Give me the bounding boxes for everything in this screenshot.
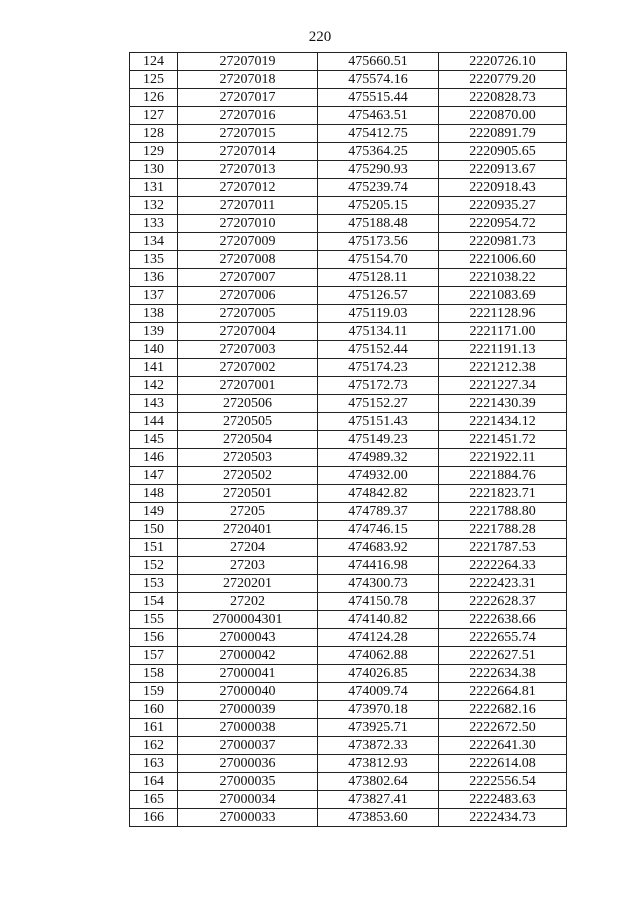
table-row: [130, 557, 567, 575]
x-coordinate-cell: 473970.18: [318, 701, 439, 719]
y-coordinate-cell: 2220870.00: [439, 107, 567, 125]
table-row: [130, 773, 567, 791]
point-id-cell: 27000043: [178, 629, 318, 647]
x-coordinate-cell: 474416.98: [318, 557, 439, 575]
row-number-cell: 159: [130, 683, 178, 701]
y-coordinate-cell: 2222672.50: [439, 719, 567, 737]
y-coordinate-cell: 2222627.51: [439, 647, 567, 665]
point-id-cell: 27202: [178, 593, 318, 611]
point-id-cell: 2720502: [178, 467, 318, 485]
table-row: [130, 647, 567, 665]
y-coordinate-cell: 2220918.43: [439, 179, 567, 197]
row-number-cell: 156: [130, 629, 178, 647]
x-coordinate-cell: 475151.43: [318, 413, 439, 431]
y-coordinate-cell: 2220935.27: [439, 197, 567, 215]
table-row: [130, 323, 567, 341]
point-id-cell: 27000042: [178, 647, 318, 665]
row-number-cell: 153: [130, 575, 178, 593]
table-row: [130, 719, 567, 737]
point-id-cell: 2720401: [178, 521, 318, 539]
point-id-cell: 27000033: [178, 809, 318, 827]
point-id-cell: 27000038: [178, 719, 318, 737]
x-coordinate-cell: 475149.23: [318, 431, 439, 449]
y-coordinate-cell: 2221212.38: [439, 359, 567, 377]
point-id-cell: 2720503: [178, 449, 318, 467]
x-coordinate-cell: 474009.74: [318, 683, 439, 701]
row-number-cell: 163: [130, 755, 178, 773]
y-coordinate-cell: 2221083.69: [439, 287, 567, 305]
y-coordinate-cell: 2221038.22: [439, 269, 567, 287]
row-number-cell: 165: [130, 791, 178, 809]
table-row: [130, 431, 567, 449]
x-coordinate-cell: 475188.48: [318, 215, 439, 233]
table-row: [130, 269, 567, 287]
table-row: [130, 197, 567, 215]
point-id-cell: 27207005: [178, 305, 318, 323]
y-coordinate-cell: 2220828.73: [439, 89, 567, 107]
y-coordinate-cell: 2221430.39: [439, 395, 567, 413]
x-coordinate-cell: 475172.73: [318, 377, 439, 395]
table-row: [130, 107, 567, 125]
x-coordinate-cell: 475134.11: [318, 323, 439, 341]
row-number-cell: 127: [130, 107, 178, 125]
table-row: [130, 305, 567, 323]
y-coordinate-cell: 2220913.67: [439, 161, 567, 179]
table-row: [130, 125, 567, 143]
row-number-cell: 144: [130, 413, 178, 431]
table-row: [130, 539, 567, 557]
x-coordinate-cell: 475126.57: [318, 287, 439, 305]
point-id-cell: 27207001: [178, 377, 318, 395]
row-number-cell: 154: [130, 593, 178, 611]
point-id-cell: 27207017: [178, 89, 318, 107]
table-row: [130, 233, 567, 251]
x-coordinate-cell: 475173.56: [318, 233, 439, 251]
table-row: [130, 161, 567, 179]
table-row: [130, 503, 567, 521]
table-row: [130, 377, 567, 395]
row-number-cell: 135: [130, 251, 178, 269]
table-row: [130, 179, 567, 197]
row-number-cell: 130: [130, 161, 178, 179]
row-number-cell: 162: [130, 737, 178, 755]
row-number-cell: 131: [130, 179, 178, 197]
row-number-cell: 152: [130, 557, 178, 575]
point-id-cell: 27000039: [178, 701, 318, 719]
table-row: [130, 413, 567, 431]
table-row: [130, 449, 567, 467]
point-id-cell: 2720506: [178, 395, 318, 413]
point-id-cell: 27207002: [178, 359, 318, 377]
y-coordinate-cell: 2221451.72: [439, 431, 567, 449]
row-number-cell: 160: [130, 701, 178, 719]
x-coordinate-cell: 475463.51: [318, 107, 439, 125]
table-row: [130, 341, 567, 359]
row-number-cell: 161: [130, 719, 178, 737]
coordinates-table-body: [130, 53, 567, 827]
x-coordinate-cell: 475205.15: [318, 197, 439, 215]
row-number-cell: 166: [130, 809, 178, 827]
row-number-cell: 157: [130, 647, 178, 665]
page-number: 220: [308, 29, 332, 45]
row-number-cell: 143: [130, 395, 178, 413]
y-coordinate-cell: 2221823.71: [439, 485, 567, 503]
x-coordinate-cell: 475364.25: [318, 143, 439, 161]
table-row: [130, 809, 567, 827]
row-number-cell: 149: [130, 503, 178, 521]
row-number-cell: 164: [130, 773, 178, 791]
table-row: [130, 395, 567, 413]
point-id-cell: 27207016: [178, 107, 318, 125]
row-number-cell: 140: [130, 341, 178, 359]
x-coordinate-cell: 475660.51: [318, 53, 439, 71]
row-number-cell: 134: [130, 233, 178, 251]
point-id-cell: 27207019: [178, 53, 318, 71]
point-id-cell: 2700004301: [178, 611, 318, 629]
row-number-cell: 126: [130, 89, 178, 107]
point-id-cell: 27000040: [178, 683, 318, 701]
row-number-cell: 148: [130, 485, 178, 503]
y-coordinate-cell: 2222556.54: [439, 773, 567, 791]
x-coordinate-cell: 475515.44: [318, 89, 439, 107]
y-coordinate-cell: 2221884.76: [439, 467, 567, 485]
point-id-cell: 27000035: [178, 773, 318, 791]
row-number-cell: 137: [130, 287, 178, 305]
x-coordinate-cell: 475154.70: [318, 251, 439, 269]
y-coordinate-cell: 2220726.10: [439, 53, 567, 71]
table-row: [130, 251, 567, 269]
x-coordinate-cell: 473812.93: [318, 755, 439, 773]
point-id-cell: 27207011: [178, 197, 318, 215]
y-coordinate-cell: 2221788.80: [439, 503, 567, 521]
point-id-cell: 27207009: [178, 233, 318, 251]
point-id-cell: 27000036: [178, 755, 318, 773]
table-row: [130, 359, 567, 377]
table-row: [130, 467, 567, 485]
y-coordinate-cell: 2221171.00: [439, 323, 567, 341]
table-row: [130, 611, 567, 629]
point-id-cell: 27207008: [178, 251, 318, 269]
table-row: [130, 791, 567, 809]
table-row: [130, 521, 567, 539]
row-number-cell: 132: [130, 197, 178, 215]
y-coordinate-cell: 2220891.79: [439, 125, 567, 143]
x-coordinate-cell: 475152.44: [318, 341, 439, 359]
y-coordinate-cell: 2220905.65: [439, 143, 567, 161]
x-coordinate-cell: 473925.71: [318, 719, 439, 737]
x-coordinate-cell: 473853.60: [318, 809, 439, 827]
row-number-cell: 147: [130, 467, 178, 485]
y-coordinate-cell: 2220779.20: [439, 71, 567, 89]
table-row: [130, 755, 567, 773]
point-id-cell: 27207010: [178, 215, 318, 233]
row-number-cell: 124: [130, 53, 178, 71]
y-coordinate-cell: 2222628.37: [439, 593, 567, 611]
y-coordinate-cell: 2221434.12: [439, 413, 567, 431]
x-coordinate-cell: 475152.27: [318, 395, 439, 413]
row-number-cell: 136: [130, 269, 178, 287]
row-number-cell: 145: [130, 431, 178, 449]
x-coordinate-cell: 474062.88: [318, 647, 439, 665]
y-coordinate-cell: 2222664.81: [439, 683, 567, 701]
point-id-cell: 27207004: [178, 323, 318, 341]
x-coordinate-cell: 474124.28: [318, 629, 439, 647]
y-coordinate-cell: 2222614.08: [439, 755, 567, 773]
table-row: [130, 629, 567, 647]
row-number-cell: 129: [130, 143, 178, 161]
point-id-cell: 27207013: [178, 161, 318, 179]
table-row: [130, 71, 567, 89]
row-number-cell: 142: [130, 377, 178, 395]
point-id-cell: 27207012: [178, 179, 318, 197]
y-coordinate-cell: 2221922.11: [439, 449, 567, 467]
y-coordinate-cell: 2222423.31: [439, 575, 567, 593]
y-coordinate-cell: 2220981.73: [439, 233, 567, 251]
point-id-cell: 27207007: [178, 269, 318, 287]
point-id-cell: 27207014: [178, 143, 318, 161]
x-coordinate-cell: 475239.74: [318, 179, 439, 197]
x-coordinate-cell: 474932.00: [318, 467, 439, 485]
y-coordinate-cell: 2222434.73: [439, 809, 567, 827]
y-coordinate-cell: 2221191.13: [439, 341, 567, 359]
row-number-cell: 150: [130, 521, 178, 539]
row-number-cell: 158: [130, 665, 178, 683]
x-coordinate-cell: 473872.33: [318, 737, 439, 755]
row-number-cell: 138: [130, 305, 178, 323]
y-coordinate-cell: 2221788.28: [439, 521, 567, 539]
row-number-cell: 139: [130, 323, 178, 341]
y-coordinate-cell: 2221128.96: [439, 305, 567, 323]
x-coordinate-cell: 474842.82: [318, 485, 439, 503]
point-id-cell: 27207003: [178, 341, 318, 359]
y-coordinate-cell: 2222483.63: [439, 791, 567, 809]
point-id-cell: 27000041: [178, 665, 318, 683]
table-row: [130, 683, 567, 701]
point-id-cell: 27000037: [178, 737, 318, 755]
x-coordinate-cell: 475128.11: [318, 269, 439, 287]
table-row: [130, 575, 567, 593]
table-row: [130, 89, 567, 107]
point-id-cell: 27207015: [178, 125, 318, 143]
table-row: [130, 593, 567, 611]
x-coordinate-cell: 474746.15: [318, 521, 439, 539]
row-number-cell: 151: [130, 539, 178, 557]
table-row: [130, 287, 567, 305]
y-coordinate-cell: 2222638.66: [439, 611, 567, 629]
point-id-cell: 27205: [178, 503, 318, 521]
point-id-cell: 2720504: [178, 431, 318, 449]
y-coordinate-cell: 2222655.74: [439, 629, 567, 647]
x-coordinate-cell: 474989.32: [318, 449, 439, 467]
x-coordinate-cell: 475290.93: [318, 161, 439, 179]
x-coordinate-cell: 474026.85: [318, 665, 439, 683]
y-coordinate-cell: 2222264.33: [439, 557, 567, 575]
point-id-cell: 27204: [178, 539, 318, 557]
x-coordinate-cell: 473802.64: [318, 773, 439, 791]
row-number-cell: 146: [130, 449, 178, 467]
point-id-cell: 2720501: [178, 485, 318, 503]
x-coordinate-cell: 475412.75: [318, 125, 439, 143]
y-coordinate-cell: 2220954.72: [439, 215, 567, 233]
x-coordinate-cell: 475174.23: [318, 359, 439, 377]
point-id-cell: 27207018: [178, 71, 318, 89]
x-coordinate-cell: 474150.78: [318, 593, 439, 611]
point-id-cell: 27000034: [178, 791, 318, 809]
y-coordinate-cell: 2222634.38: [439, 665, 567, 683]
point-id-cell: 27207006: [178, 287, 318, 305]
x-coordinate-cell: 474683.92: [318, 539, 439, 557]
y-coordinate-cell: 2222641.30: [439, 737, 567, 755]
point-id-cell: 2720201: [178, 575, 318, 593]
x-coordinate-cell: 475119.03: [318, 305, 439, 323]
table-row: [130, 701, 567, 719]
row-number-cell: 125: [130, 71, 178, 89]
y-coordinate-cell: 2221006.60: [439, 251, 567, 269]
table-row: [130, 737, 567, 755]
table-row: [130, 665, 567, 683]
x-coordinate-cell: 474300.73: [318, 575, 439, 593]
x-coordinate-cell: 475574.16: [318, 71, 439, 89]
table-row: [130, 53, 567, 71]
y-coordinate-cell: 2221227.34: [439, 377, 567, 395]
y-coordinate-cell: 2221787.53: [439, 539, 567, 557]
table-row: [130, 143, 567, 161]
row-number-cell: 128: [130, 125, 178, 143]
table-row: [130, 485, 567, 503]
x-coordinate-cell: 474789.37: [318, 503, 439, 521]
point-id-cell: 27203: [178, 557, 318, 575]
row-number-cell: 155: [130, 611, 178, 629]
coordinates-table: [129, 52, 567, 827]
x-coordinate-cell: 473827.41: [318, 791, 439, 809]
point-id-cell: 2720505: [178, 413, 318, 431]
row-number-cell: 141: [130, 359, 178, 377]
x-coordinate-cell: 474140.82: [318, 611, 439, 629]
y-coordinate-cell: 2222682.16: [439, 701, 567, 719]
table-row: [130, 215, 567, 233]
row-number-cell: 133: [130, 215, 178, 233]
